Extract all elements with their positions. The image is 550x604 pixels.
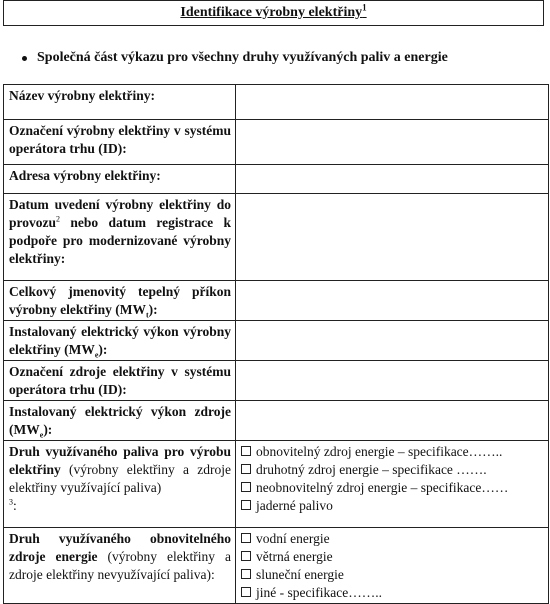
- option-jaderne[interactable]: jaderné palivo: [241, 497, 544, 515]
- title-box: [3, 0, 544, 26]
- row-nazev: [4, 85, 549, 120]
- section-bullet: [22, 50, 448, 66]
- option-obnovitelny[interactable]: obnovitelný zdroj energie – specifikace……..: [241, 443, 544, 461]
- identification-form: [3, 84, 549, 604]
- row-oznaceni-vyrobny: [4, 120, 549, 165]
- label-adresa: Adresa výrobny elektřiny:: [4, 165, 236, 194]
- option-druhotny[interactable]: druhotný zdroj energie – specifikace …….: [241, 461, 544, 479]
- field-datum[interactable]: [236, 194, 549, 281]
- label-instalovany-vyrobny: Instalovaný elektrický výkon výrobny elektřiny $(MW_e)$:: [4, 321, 236, 361]
- row-oznaceni-zdroje: [4, 361, 549, 401]
- option-vetrna[interactable]: větrná energie: [241, 548, 544, 566]
- section-heading: Společná část výkazu pro všechny druhy využívaných paliv a energie: [37, 50, 448, 65]
- row-datum: [4, 194, 549, 281]
- row-adresa: [4, 165, 549, 194]
- checkbox-icon[interactable]: [241, 587, 251, 597]
- checkbox-icon[interactable]: [241, 500, 251, 510]
- label-datum: Datum uvedení výrobny elektřiny do provozu$^2$ nebo datum registrace k podpoře pro modernizované výrobny elektřiny:: [4, 194, 236, 281]
- label-druh-oze: Druh využívaného obnovitelného zdroje energie (výrobny elektřiny a zdroje elektřiny nevyužívající paliva):: [4, 528, 236, 604]
- option-slunecni[interactable]: sluneční energie: [241, 566, 544, 584]
- field-instalovany-zdroje[interactable]: [236, 401, 549, 441]
- fuel-options: [236, 441, 549, 528]
- title-footnote: 1: [362, 2, 367, 13]
- checkbox-icon[interactable]: [241, 551, 251, 561]
- row-druh-oze: [4, 528, 549, 604]
- field-oznaceni-zdroje[interactable]: [236, 361, 549, 401]
- checkbox-icon[interactable]: [241, 569, 251, 579]
- label-prikon: Celkový jmenovitý tepelný příkon výrobny elektřiny $(MW_t)$:: [4, 281, 236, 321]
- bullet-icon: [22, 56, 27, 61]
- field-prikon[interactable]: [236, 281, 549, 321]
- option-neobnovitelny[interactable]: neobnovitelný zdroj energie – specifikace……: [241, 479, 544, 497]
- checkbox-icon[interactable]: [241, 464, 251, 474]
- label-oznaceni-zdroje: Označení zdroje elektřiny v systému operátora trhu (ID):: [4, 361, 236, 401]
- renewable-options: [236, 528, 549, 604]
- page-title: Identifikace výrobny elektřiny$^1$: [180, 2, 367, 20]
- row-instalovany-vyrobny: [4, 321, 549, 361]
- row-druh-paliva: [4, 441, 549, 528]
- row-instalovany-zdroje: [4, 401, 549, 441]
- field-nazev[interactable]: [236, 85, 549, 120]
- label-druh-paliva: Druh využívaného paliva pro výrobu elektřiny (výrobny elektřiny a zdroje elektřiny využívající paliva) $^3$:: [4, 441, 236, 528]
- label-instalovany-zdroje: Instalovaný elektrický výkon zdroje $(MW_e)$:: [4, 401, 236, 441]
- field-instalovany-vyrobny[interactable]: [236, 321, 549, 361]
- option-jine[interactable]: jiné - specifikace……..: [241, 584, 544, 602]
- checkbox-icon[interactable]: [241, 446, 251, 456]
- label-oznaceni-vyrobny: Označení výrobny elektřiny v systému operátora trhu (ID):: [4, 120, 236, 165]
- row-prikon: [4, 281, 549, 321]
- checkbox-icon[interactable]: [241, 482, 251, 492]
- field-adresa[interactable]: [236, 165, 549, 194]
- label-nazev: Název výrobny elektřiny:: [4, 85, 236, 120]
- field-oznaceni-vyrobny[interactable]: [236, 120, 549, 165]
- checkbox-icon[interactable]: [241, 533, 251, 543]
- option-vodni[interactable]: vodní energie: [241, 530, 544, 548]
